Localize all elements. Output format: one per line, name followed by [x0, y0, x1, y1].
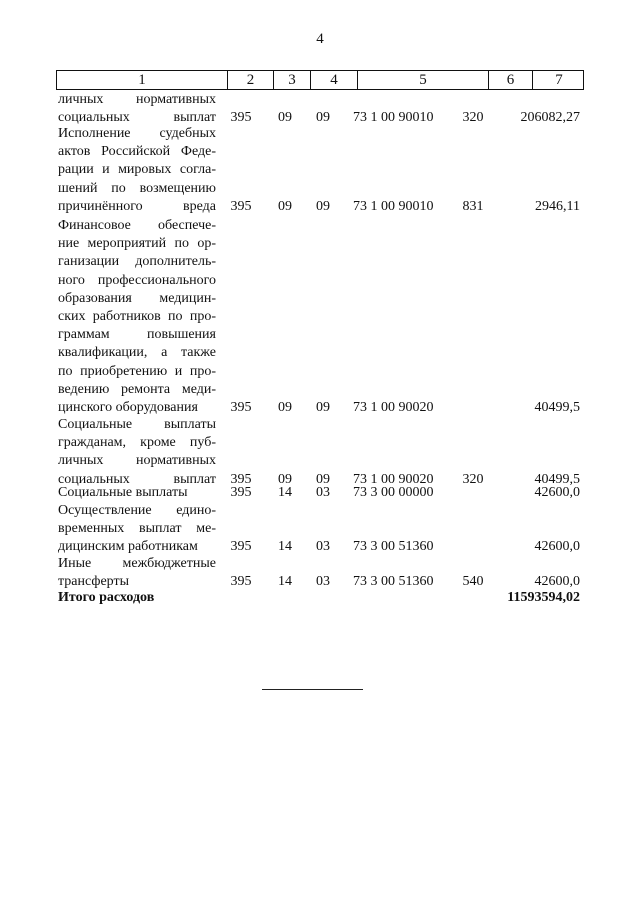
row-amount: 42600,0: [534, 574, 580, 590]
description-line: временных выплат ме-: [58, 521, 216, 537]
page-number: 4: [316, 31, 324, 47]
row-amount: 42600,0: [534, 539, 580, 555]
description-line: Социальные выплаты: [58, 417, 216, 432]
description-line: цинского оборудования: [58, 399, 198, 415]
description-line: по приобретению и про-: [58, 363, 216, 379]
row-chapter-code: 395: [230, 539, 252, 555]
row-target-article-code: 73 3 00 51360: [353, 574, 434, 590]
column-header-1: 1: [57, 71, 228, 89]
column-header-7: 7: [555, 72, 563, 88]
total-amount: 11593594,02: [507, 590, 580, 605]
column-header-3: 3: [274, 71, 311, 89]
description-line: ного профессионального: [58, 272, 216, 288]
row-subsection-code: 03: [316, 574, 330, 590]
description-line: актов Российской Феде-: [58, 144, 216, 160]
row-amount: 206082,27: [520, 110, 580, 126]
row-subsection-code: 09: [316, 110, 330, 126]
row-chapter-code: 395: [230, 574, 252, 590]
row-amount: 42600,0: [534, 485, 580, 500]
row-description: [58, 555, 216, 591]
description-line: Осуществление едино-: [58, 503, 216, 518]
row-target-article-code: 73 3 00 00000: [353, 485, 434, 500]
row-expense-type-code: 540: [462, 574, 484, 590]
description-line: ганизации дополнитель-: [58, 254, 216, 270]
description-line: социальных выплат: [58, 471, 216, 487]
total-label: Итого расходов: [58, 590, 155, 605]
column-header-2: 2: [228, 71, 274, 89]
row-section-code: 09: [278, 110, 292, 126]
row-amount: 2946,11: [535, 198, 580, 214]
description-line: квалификации, а также: [58, 345, 216, 361]
description-line: личных нормативных: [58, 453, 216, 469]
row-target-article-code: 73 3 00 51360: [353, 539, 434, 555]
row-description: [58, 125, 216, 216]
description-line: ских работников по про-: [58, 308, 216, 324]
row-description: [58, 484, 216, 502]
description-line: ведению ремонта меди-: [58, 381, 216, 397]
description-line: гражданам, кроме пуб-: [58, 435, 216, 451]
row-section-code: 14: [278, 574, 292, 590]
row-chapter-code: 395: [230, 198, 252, 214]
row-chapter-code: 395: [230, 471, 252, 487]
row-subsection-code: 03: [316, 539, 330, 555]
row-target-article-code: 73 1 00 90020: [353, 471, 434, 487]
description-line: ние мероприятий по ор-: [58, 236, 216, 252]
description-line: образования медицин-: [58, 290, 216, 306]
row-section-code: 09: [278, 400, 292, 415]
description-line: рации и мировых согла-: [58, 162, 216, 178]
row-description: [58, 217, 216, 417]
description-line: причинённого вреда: [58, 198, 216, 214]
description-line: социальных выплат: [58, 110, 216, 126]
description-line: Иные межбюджетные: [58, 556, 216, 571]
description-line: личных нормативных: [58, 92, 216, 107]
row-subsection-code: 09: [316, 400, 330, 415]
description-line: Социальные выплаты: [58, 485, 188, 500]
row-section-code: 14: [278, 539, 292, 555]
end-of-table-line: [262, 689, 363, 690]
row-description: [58, 91, 216, 127]
row-target-article-code: 73 1 00 90010: [353, 198, 434, 214]
row-chapter-code: 395: [230, 110, 252, 126]
description-line: граммам повышения: [58, 327, 216, 343]
row-chapter-code: 395: [230, 485, 252, 500]
column-header-4: 4: [311, 71, 358, 89]
description-line: Исполнение судебных: [58, 126, 216, 141]
row-description: [58, 502, 216, 557]
row-subsection-code: 09: [316, 198, 330, 214]
row-subsection-code: 09: [316, 471, 330, 487]
row-section-code: 09: [278, 471, 292, 487]
row-subsection-code: 03: [316, 485, 330, 500]
row-section-code: 09: [278, 198, 292, 214]
description-line: трансферты: [58, 574, 130, 590]
row-section-code: 14: [278, 485, 292, 500]
row-expense-type-code: 831: [462, 198, 484, 214]
column-header-row: [56, 70, 584, 90]
row-expense-type-code: 320: [462, 471, 484, 487]
row-target-article-code: 73 1 00 90020: [353, 400, 434, 415]
column-header-5: 5: [358, 71, 489, 89]
description-line: дицинским работникам: [58, 539, 198, 555]
row-amount: 40499,5: [534, 471, 580, 487]
column-header-6: 6: [489, 71, 533, 89]
description-line: Финансовое обеспече-: [58, 218, 216, 233]
row-amount: 40499,5: [534, 400, 580, 415]
row-expense-type-code: 320: [462, 110, 484, 126]
row-description: [58, 416, 216, 489]
description-line: шений по возмещению: [58, 180, 216, 196]
row-target-article-code: 73 1 00 90010: [353, 110, 434, 126]
row-chapter-code: 395: [230, 400, 252, 415]
